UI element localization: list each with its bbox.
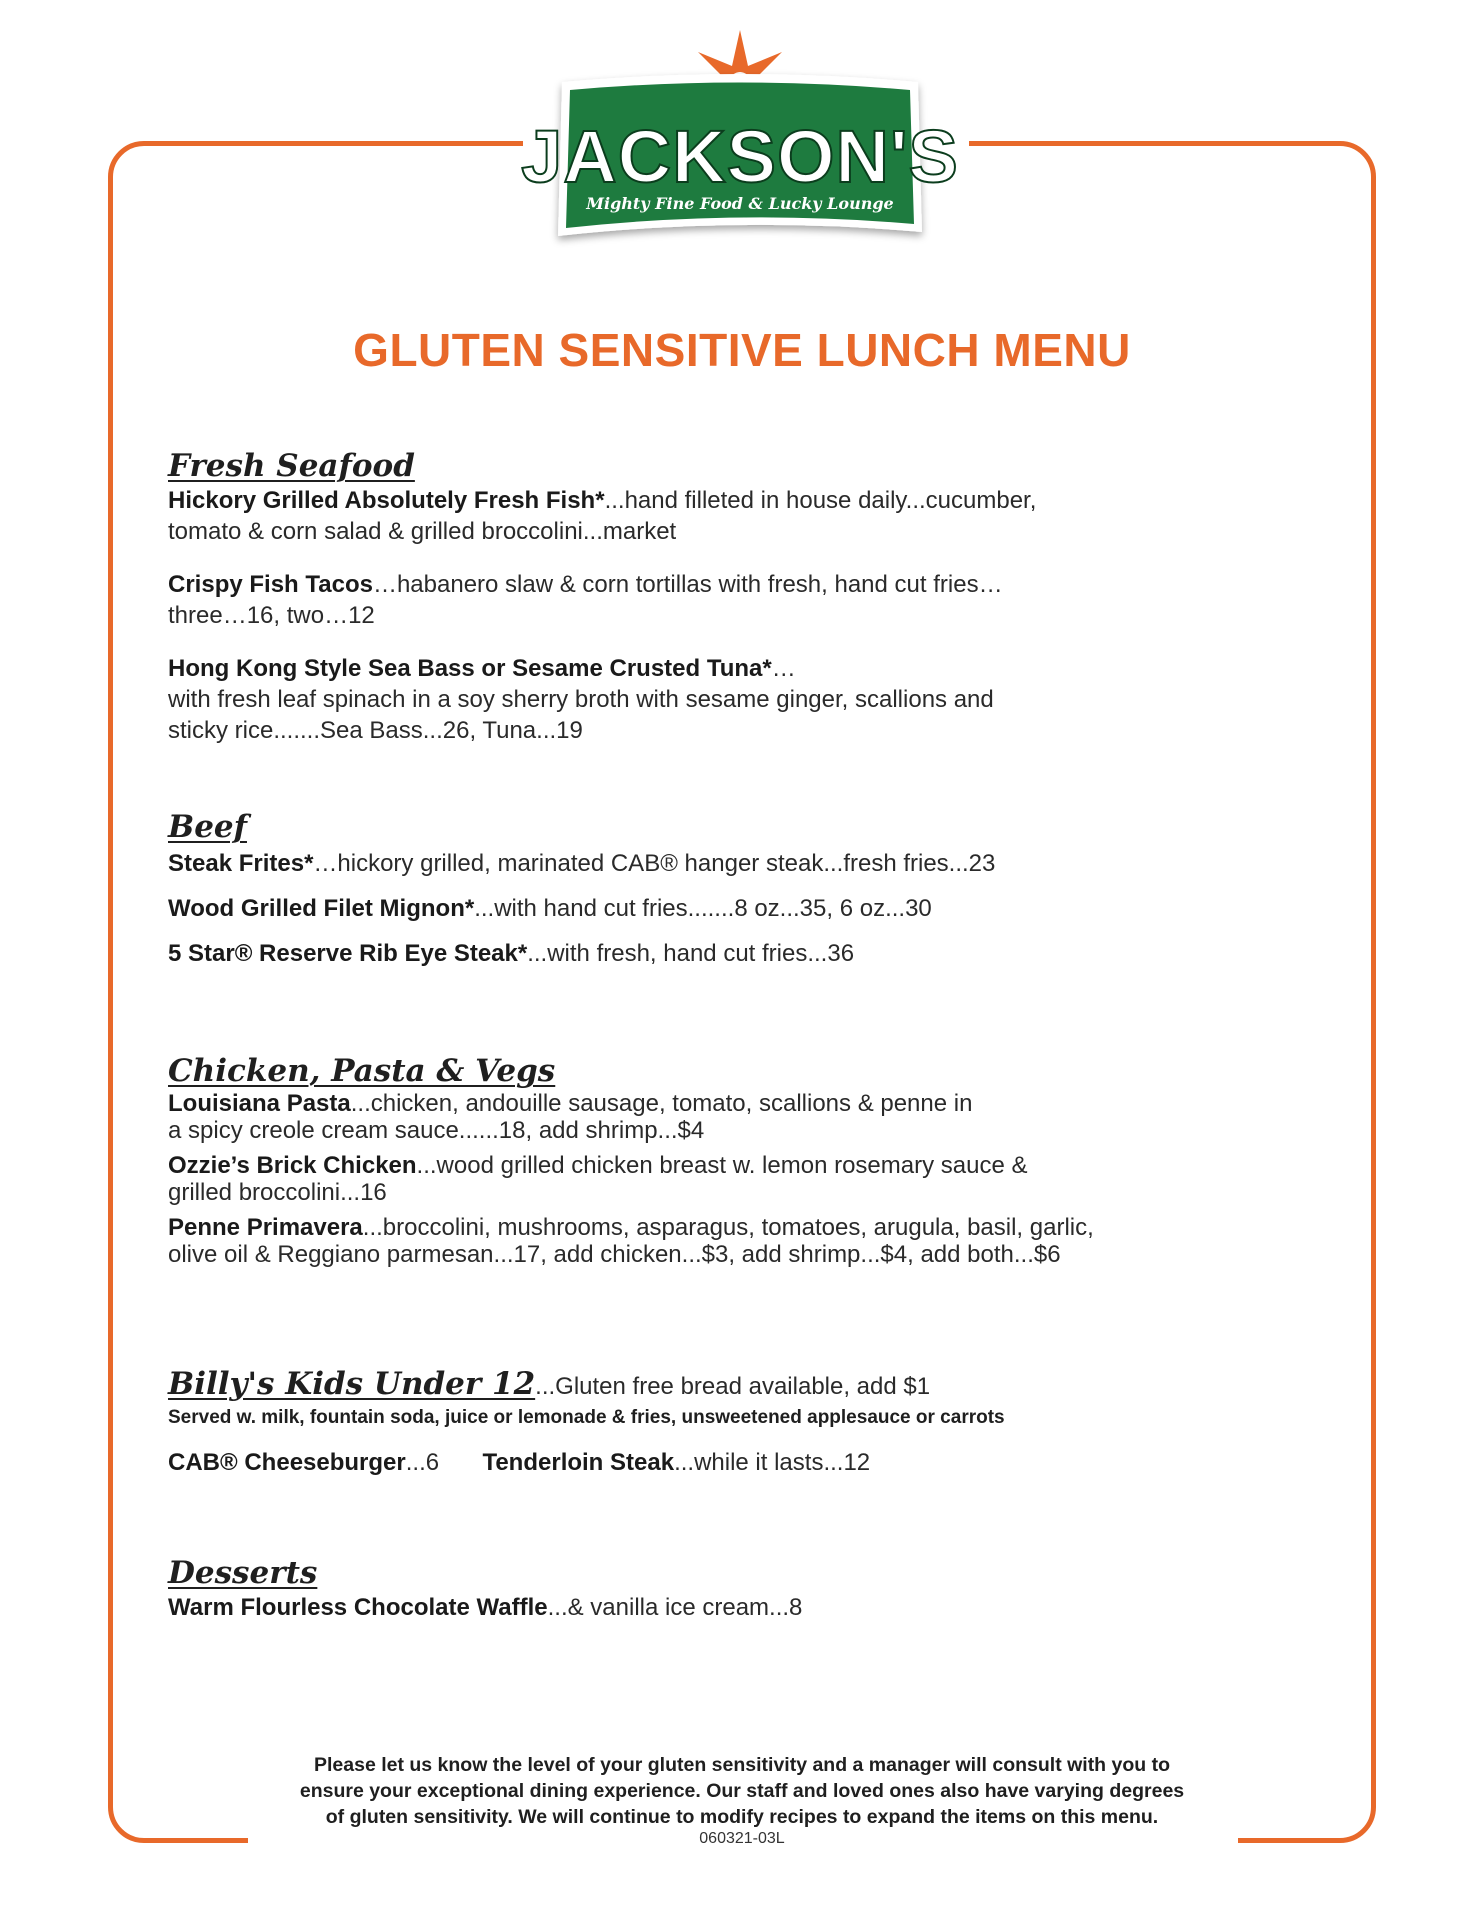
item-desc: ...chicken, andouille sausage, tomato, scallions & penne in: [350, 1090, 973, 1117]
item-name: Warm Flourless Chocolate Waffle: [168, 1594, 548, 1621]
item-desc: …hickory grilled, marinated CAB® hanger steak...fresh fries...23: [313, 850, 996, 877]
item-name: Tenderloin Steak: [482, 1449, 675, 1476]
disclaimer-line: of gluten sensitivity. We will continue to modify recipes to expand the items on this menu.: [325, 1806, 1159, 1828]
menu-item: [168, 1152, 1248, 1206]
menu-item: [168, 653, 1248, 746]
item-name: Penne Primavera: [168, 1214, 363, 1241]
logo-tagline: Mighty Fine Food & Lucky Lounge: [586, 194, 894, 213]
jacksons-logo: [521, 22, 959, 262]
item-desc: three…16, two…12: [168, 602, 375, 629]
item-desc: ...hand filleted in house daily...cucumber,: [604, 487, 1037, 514]
section-heading: Beef: [168, 809, 247, 845]
item-name: Hong Kong Style Sea Bass or Sesame Crusted Tuna*: [168, 655, 772, 682]
item-name: Louisiana Pasta: [168, 1090, 351, 1117]
kids-served-with: Served w. milk, fountain soda, juice or lemonade & fries, unsweetened applesauce or carrots: [168, 1407, 1005, 1428]
item-name: Crispy Fish Tacos: [168, 571, 373, 598]
item-desc: ...with hand cut fries.......8 oz...35, 6 oz...30: [474, 895, 932, 922]
section-heading: Billy's Kids Under 12: [168, 1366, 536, 1402]
item-desc: a spicy creole cream sauce......18, add shrimp...$4: [168, 1117, 705, 1144]
item-name: Steak Frites*: [168, 850, 314, 877]
item-desc: grilled broccolini...16: [168, 1179, 387, 1206]
kids-note: ...Gluten free bread available, add $1: [535, 1373, 931, 1400]
item-name: Ozzie’s Brick Chicken: [168, 1152, 417, 1179]
menu-code: 060321-03L: [699, 1830, 785, 1847]
section-heading: Fresh Seafood: [168, 448, 415, 484]
gluten-disclaimer: [0, 1752, 1484, 1830]
menu-item: [168, 1447, 1248, 1478]
logo-wordmark: JACKSON'S: [521, 115, 959, 198]
item-desc: …habanero slaw & corn tortillas with fresh, hand cut fries…: [372, 571, 1003, 598]
disclaimer-line: ensure your exceptional dining experience. Our staff and loved ones also have varying degrees: [299, 1780, 1185, 1802]
item-desc: …: [771, 655, 796, 682]
section-chicken-pasta-vegs: [168, 1052, 1248, 1268]
section-desserts: [168, 1554, 1248, 1623]
menu-item: [168, 848, 1248, 879]
item-desc: ...broccolini, mushrooms, asparagus, tomatoes, arugula, basil, garlic,: [362, 1214, 1094, 1241]
item-desc: tomato & corn salad & grilled broccolini...market: [168, 518, 677, 545]
item-desc: ...6: [405, 1449, 440, 1476]
item-desc: ...with fresh, hand cut fries...36: [527, 940, 855, 967]
section-heading: Desserts: [168, 1555, 318, 1591]
menu-item: [168, 1090, 1248, 1144]
menu-item: [168, 569, 1248, 631]
section-fresh-seafood: [168, 447, 1248, 746]
section-kids: [168, 1365, 1248, 1478]
item-desc: olive oil & Reggiano parmesan...17, add chicken...$3, add shrimp...$4, add both...$6: [168, 1241, 1061, 1268]
item-name: Hickory Grilled Absolutely Fresh Fish*: [168, 487, 605, 514]
menu-item: [168, 485, 1248, 547]
item-desc: ...& vanilla ice cream...8: [547, 1594, 803, 1621]
menu-item: [168, 1214, 1248, 1268]
menu-item: [168, 1592, 1248, 1623]
item-desc: ...wood grilled chicken breast w. lemon rosemary sauce &: [416, 1152, 1028, 1179]
page-title: GLUTEN SENSITIVE LUNCH MENU: [353, 324, 1131, 376]
item-name: CAB® Cheeseburger: [168, 1449, 406, 1476]
disclaimer-line: Please let us know the level of your gluten sensitivity and a manager will consult with you to: [313, 1754, 1171, 1776]
section-beef: [168, 808, 1248, 969]
menu-item: [168, 938, 1248, 969]
item-desc: sticky rice.......Sea Bass...26, Tuna...19: [168, 717, 583, 744]
item-desc: with fresh leaf spinach in a soy sherry broth with sesame ginger, scallions and: [168, 686, 994, 713]
item-desc: ...while it lasts...12: [674, 1449, 871, 1476]
item-name: 5 Star® Reserve Rib Eye Steak*: [168, 940, 528, 967]
section-heading: Chicken, Pasta & Vegs: [168, 1053, 556, 1089]
menu-item: [168, 893, 1248, 924]
item-name: Wood Grilled Filet Mignon*: [168, 895, 475, 922]
